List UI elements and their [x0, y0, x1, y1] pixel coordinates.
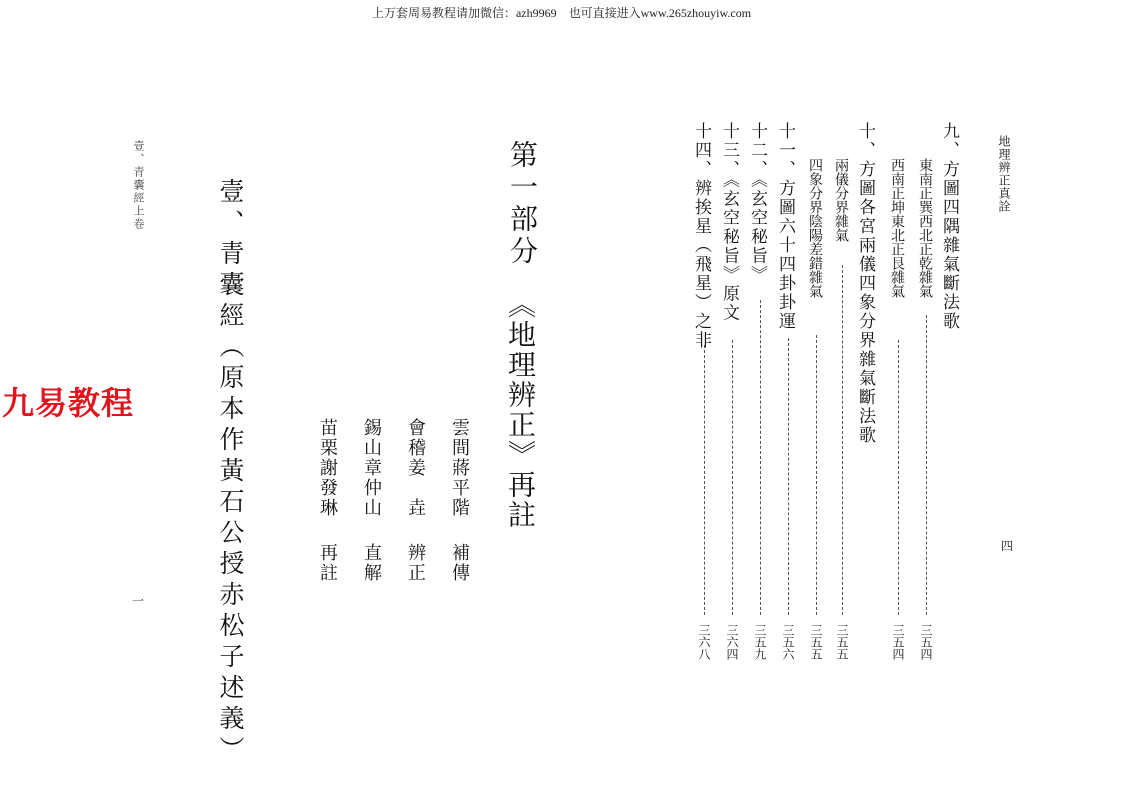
left-running-head: 壹、青囊經上卷	[132, 140, 145, 231]
author-4-role: 再註	[317, 543, 338, 583]
toc-entry-text: 十、方圖各宮兩儀四象分界雜氣斷法歌	[855, 122, 875, 445]
toc-leader	[788, 338, 789, 615]
toc-page-number: 三五五	[835, 624, 849, 660]
toc-leader	[732, 340, 733, 615]
right-running-head: 地理辨正真詮	[997, 135, 1011, 213]
toc-leader	[816, 335, 817, 615]
author-3-role: 直解	[361, 543, 382, 583]
toc-leader	[926, 315, 927, 615]
author-1-role: 補傳	[449, 543, 470, 583]
toc-entry-text: 東南正巽西北正乾雜氣	[917, 158, 933, 298]
top-banner: 上万套周易教程请加微信：azh9969 也可直接进入www.265zhouyiw.com	[371, 6, 752, 20]
toc-page-number: 三五六	[781, 624, 795, 660]
toc-leader	[704, 345, 705, 615]
toc-page-number: 三五九	[753, 624, 767, 660]
toc-entry-text: 四象分界陰陽差錯雜氣	[807, 158, 823, 298]
part-title-book: 《地理辨正》再註	[504, 290, 537, 530]
right-page-number: 四	[1001, 539, 1014, 553]
author-3-name: 錫山章仲山	[361, 418, 382, 518]
toc-entry-text: 西南正坤東北正艮雜氣	[889, 158, 905, 298]
toc-leader	[842, 265, 843, 615]
toc-entry-text: 九、方圖四隅雜氣斷法歌	[939, 122, 959, 331]
part-title-number: 第一部分	[506, 140, 539, 268]
toc-leader	[760, 300, 761, 615]
toc-page-number: 三六八	[697, 624, 711, 660]
toc-page-number: 三五五	[809, 624, 823, 660]
author-2-role: 辨正	[405, 543, 426, 583]
author-4-name: 苗栗謝發琳	[317, 418, 338, 518]
toc-entry-text: 十三、《玄空秘旨》原文	[719, 122, 739, 323]
chapter-title: 壹、青囊經（原本作黃石公授赤松子述義）	[216, 178, 245, 767]
toc-entry-text: 十二、《玄空秘旨》	[747, 122, 767, 285]
watermark-logo: 九易教程	[2, 384, 135, 422]
author-2-name: 會稽姜 垚	[405, 418, 426, 518]
toc-page-number: 三六四	[725, 624, 739, 660]
toc-page-number: 三五四	[919, 624, 933, 660]
toc-entry-text: 十四、辨挨星（飛星）之非	[691, 122, 711, 350]
author-1-name: 雲間蔣平階	[449, 418, 470, 518]
left-page-number: 一	[132, 594, 145, 608]
toc-entry-text: 兩儀分界雜氣	[833, 158, 849, 242]
toc-entry-text: 十一、方圖六十四卦卦運	[775, 122, 795, 331]
toc-page-number: 三五四	[891, 624, 905, 660]
toc-leader	[898, 340, 899, 615]
